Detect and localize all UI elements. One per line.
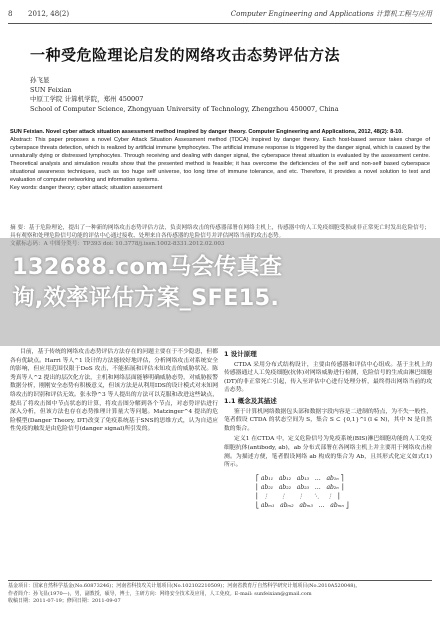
classification-line: 文献标志码：A 中图分类号：TP393 doi: 10.3778/j.issn.1002-8331.2012.02.003 [10,241,225,247]
author-name-cn: 孙飞显 [30,76,50,84]
received-dates: 收稿日期：2011-07-19；修回日期：2011-09-07 [8,598,121,604]
intro-paragraph: 目前，基于传统的网络攻击态势评估方法存在的问题主要在于不少隐患，但都各有优缺点。Harri 等人^1 设计的方法能较好地评估，分析网络攻击对系统安全的影响，但应用范围仅限于DoS 攻击，不能拓展和评估未知攻击的威胁状况。陈秀真等人^2 提出的层次化方法，主机和网络层面能够明确威胁态势，对威胁报警数据分析，刚刚安全态势有积极意义，但该方法是从利用IDS的设计模式对未知网络攻击的识别和评估无效。张永铮^3 等人提出的方法可以克服和改进这些缺点，提出了将攻击图中节点状态的计算，将攻击图分解到各个节点，对态势评估进行深入分析，但该方法也存在态势推理计算量大等问题。Matzinger^4 提出的危险模型(Danger Theory, DT)改变了免疫系统基于SNS的思维方式，认为自适应性免疫的触发是由危险信号(danger signal)所引发的。 [10,349,219,433]
section-heading-1: 1 设计原理 [224,350,257,358]
paper-title: 一种受危险理论启发的网络攻击态势评估方法 [30,46,341,64]
overlay-line-2: 询,效率评估方案_SFE15. [12,285,280,311]
author-bio: 作者简介：孙飞显(1970—)，男，副教授，硕导，博士，主研方向：网络安全技术及应用，人工免疫。E-mail: sunfeixian@gmail.com [8,590,312,597]
affiliation-en: School of Computer Science, Zhongyuan University of Technology, Zhengzhou 450007, China [30,104,339,113]
author-name-en: SUN Feixian [30,85,72,94]
fund-note: 基金项目：国家自然科学基金(No.60873246)；河南省科技攻关计划项目(No.102102210509)；河南省教育厅自然科学研究计划项目(No.2010A520048)。 [8,583,361,589]
author-block [30,76,420,114]
issue-year: 2012, 48(2) [28,10,70,18]
right-column [224,348,432,514]
matrix-row: ⎢ ⋮ ⋮ ⋮ ⋱ ⋮ ⎥ [256,492,340,500]
keywords: Key words: danger theory; cyber attack; situation assessment [10,185,163,191]
overlay-line-1: 132688.com马会传真查 [12,254,283,280]
abstract-text: Abstract: This paper proposes a novel Cyber Attack Situation Assessment method (TDCA) inspired by danger theory. Each host-based sensor takes charge of cyberspace threats detection, which is realized by artificial immune lymphocytes. The artificial immune response is triggered by the danger signal, which is caused by the unnaturally dying or distressed lymphocytes. Through receiving and dealing with danger signal, the cyberspace threat situation is evaluated by the assessment centre. Theoretical analysis and simulation results show that the presented method is feasible; it has overcome the deficiencies of the self and non-self based cyberspace situational awareness techniques, such as too huge self universe, too long time of immune tolerance, and etc. Therefore, it provides a novel solution to test and evaluation of computer networking and information systems. [10,137,430,183]
journal-name: Computer Engineering and Applications 计算机工程与应用 [230,10,432,18]
page-footer [8,580,432,606]
citation: SUN Feixian. Novel cyber attack situation assessment method inspired by danger theory. Computer Engineering and Applications, 2012, 48(2): 8-10. [10,129,403,135]
concept-paragraph: 鉴于计算机网络数据包头部和数据字段内容是二进制的特点，为不失一般性，笔者假设 CTDA 的状态空间为 S，集合 S ⊂ {0,1}^l (l ∈ N)，其中 N 是自然数的集合。 [224,408,432,432]
antibody-matrix [256,474,432,510]
chinese-abstract: 摘 要：基于危险理论，提出了一种新的网络攻击态势评估方法，负责网络攻击的传感器部署在网络主机上，传感器中的人工免疫细胞受损或非正常死亡时发出危险信号；具有观察和处理危险信号功能的评估中心通过接收、处理来自各传感器的危险信号并评估网络当前的攻击态势。 [10,225,430,239]
overlay-headline [12,252,432,314]
left-column [10,348,218,436]
matrix-row: ⎡ ab₁₁ ab₁₂ ab₁₃ … ab₁ₙ ⎤ [256,474,344,482]
page-number: 8 [8,10,13,18]
section-heading-1-1: 1.1 概念及其描述 [224,396,277,405]
affiliation-cn: 中原工学院 计算机学院，郑州 450007 [30,95,144,103]
definition-1: 定义1 在CTDA 中，定义危险信号为免疫系统(BIS)淋巴细胞功能的人工免疫细胞抗体(antibody, ab)，ab 分布式部署在各网络主机上并主要用于网络攻击检测。为描述方便，笔者假设网络 ab 构成的集合为 Ab，且其形式化定义如式(1)所示。 [224,436,432,469]
matrix-row: ⎢ ab₂₁ ab₂₂ ab₂₃ … ab₂ₙ ⎥ [256,483,344,491]
design-paragraph: CTDA 采用分布式结构设计，主要由传感器和评估中心组成。基于主机上的传感器通过人工免疫细胞(抗体)对网络威胁进行检测，危险信号的生成由淋巴细胞(DT)的非正常死亡引起，传入至评估中心进行处理分析，最终得出网络当前的攻击态势。 [224,361,432,394]
english-abstract [10,128,430,192]
matrix-row: ⎣ abₘ₁ abₘ₂ abₘ₃ … abₘₙ ⎦ [256,501,349,509]
page-header [8,6,432,24]
